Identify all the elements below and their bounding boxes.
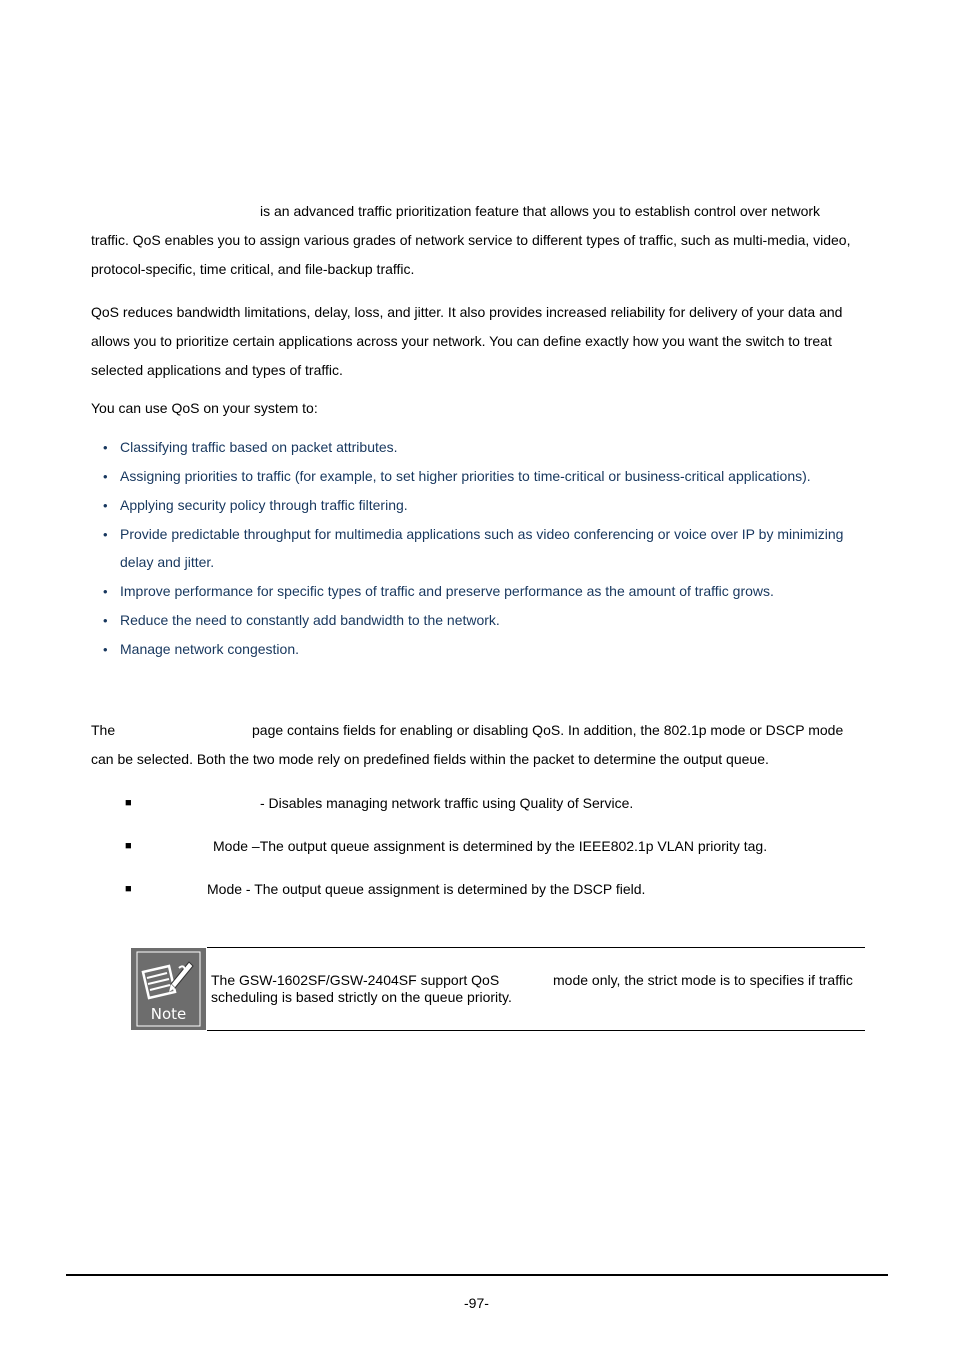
- note-bottom-rule: [207, 1030, 865, 1031]
- square-bullet-icon: ■: [125, 797, 132, 809]
- footer-rule: [66, 1274, 888, 1276]
- note-icon: [131, 948, 206, 1030]
- note-icon-label: Note: [150, 1005, 187, 1023]
- list-item: Manage network congestion.: [120, 641, 299, 657]
- bullet-dot: •: [103, 613, 108, 628]
- para4-line-2: can be selected. Both the two mode rely on predefined fields within the packet to determine the output queue.: [91, 751, 769, 767]
- intro-line-3: protocol-specific, time critical, and file-backup traffic.: [91, 261, 415, 277]
- bullet-dot: •: [103, 469, 108, 484]
- para2-line-3: selected applications and types of traffic.: [91, 362, 343, 378]
- para2-line-1: QoS reduces bandwidth limitations, delay, loss, and jitter. It also provides increased reliability for delivery of your data and: [91, 304, 843, 320]
- note-line-1b: mode only, the strict mode is to specifies if traffic: [553, 972, 853, 988]
- list-item: Reduce the need to constantly add bandwidth to the network.: [120, 612, 500, 628]
- note-line-2: scheduling is based strictly on the queue priority.: [211, 989, 512, 1005]
- bullet-dot: •: [103, 642, 108, 657]
- bullet-dot: •: [103, 498, 108, 513]
- note-line-1a: The GSW-1602SF/GSW-2404SF support QoS: [211, 972, 500, 988]
- para3: You can use QoS on your system to:: [91, 400, 318, 416]
- intro-line-2: traffic. QoS enables you to assign various grades of network service to different types of traffic, such as multi-media, video,: [91, 232, 851, 248]
- para4-line-1: page contains fields for enabling or disabling QoS. In addition, the 802.1p mode or DSCP mode: [252, 722, 844, 738]
- square-bullet-icon: ■: [125, 883, 132, 895]
- para2-line-2: allows you to prioritize certain applications across your network. You can define exactly how you want the switch to treat: [91, 333, 832, 349]
- square-bullet-icon: ■: [125, 840, 132, 852]
- para4-the: The: [91, 722, 116, 738]
- bullet-dot: •: [103, 527, 108, 542]
- list-item-continuation: delay and jitter.: [120, 554, 215, 570]
- bullet-dot: •: [103, 440, 108, 455]
- intro-line-1: is an advanced traffic prioritization feature that allows you to establish control over network: [260, 203, 821, 219]
- list-item: Classifying traffic based on packet attributes.: [120, 439, 398, 455]
- mode-disable: - Disables managing network traffic using Quality of Service.: [260, 795, 634, 811]
- mode-8021p: Mode –The output queue assignment is determined by the IEEE802.1p VLAN priority tag.: [213, 838, 768, 854]
- list-item: Assigning priorities to traffic (for example, to set higher priorities to time-critical or business-critical applications).: [120, 468, 811, 484]
- mode-dscp: Mode - The output queue assignment is determined by the DSCP field.: [207, 881, 646, 897]
- note-top-rule: [207, 947, 865, 948]
- list-item: Applying security policy through traffic filtering.: [120, 497, 408, 513]
- page-number: -97-: [464, 1295, 489, 1311]
- list-item: Improve performance for specific types of traffic and preserve performance as the amount of traffic grows.: [120, 583, 774, 599]
- list-item: Provide predictable throughput for multimedia applications such as video conferencing or voice over IP by minimizing: [120, 526, 844, 542]
- bullet-dot: •: [103, 584, 108, 599]
